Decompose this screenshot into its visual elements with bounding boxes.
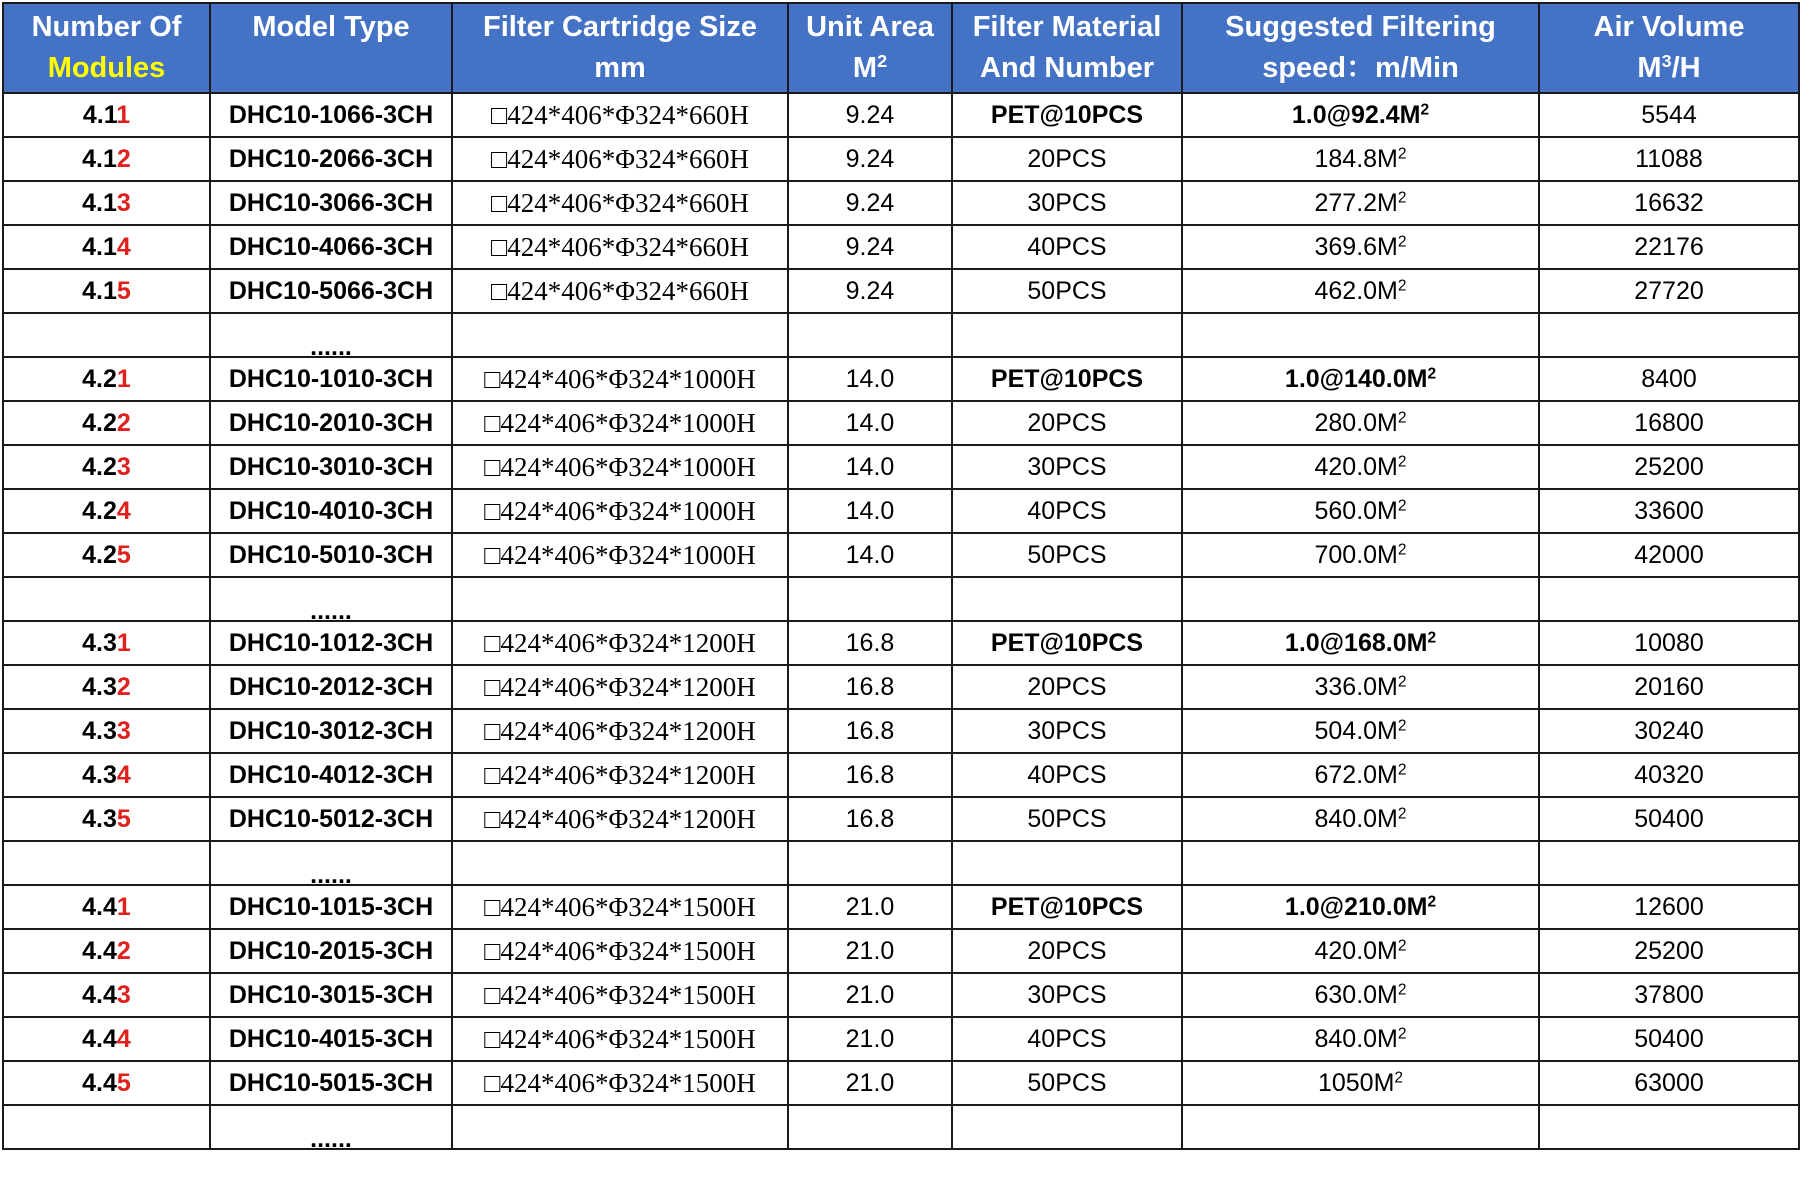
air-volume-cell: 11088 — [1539, 137, 1799, 181]
module-number-cell — [3, 1017, 210, 1061]
table-row — [3, 181, 1799, 225]
filtering-speed-value: 420.0M — [1314, 452, 1398, 481]
module-number-cell — [3, 885, 210, 929]
module-number-cell — [3, 137, 210, 181]
air-volume-cell: 50400 — [1539, 797, 1799, 841]
superscript: 2 — [1397, 144, 1407, 162]
unit-area-cell: 14.0 — [788, 357, 952, 401]
cartridge-size-cell: □424*406*Φ324*1000H — [452, 489, 788, 533]
filter-material-cell: PET@10PCS — [952, 93, 1182, 137]
module-number-digit: 3 — [116, 980, 131, 1009]
cartridge-size-cell: □424*406*Φ324*1500H — [452, 885, 788, 929]
superscript: 2 — [1397, 496, 1407, 514]
cartridge-size-cell: □424*406*Φ324*1200H — [452, 665, 788, 709]
filtering-speed-cell — [1182, 665, 1539, 709]
air-volume-cell: 10080 — [1539, 621, 1799, 665]
empty-cell — [788, 1105, 952, 1149]
cartridge-size-cell: □424*406*Φ324*1200H — [452, 797, 788, 841]
header-unit: speed：m/Min — [1262, 52, 1459, 84]
table-row — [3, 489, 1799, 533]
superscript: 2 — [1397, 1024, 1407, 1042]
filter-material-cell: 30PCS — [952, 181, 1182, 225]
module-number-digit: 3 — [116, 188, 131, 217]
filtering-speed-cell — [1182, 93, 1539, 137]
module-number-digit: 4 — [116, 232, 131, 261]
superscript: 2 — [1427, 364, 1437, 382]
filtering-speed-value: 700.0M — [1314, 540, 1398, 569]
model-type-cell: DHC10-5010-3CH — [210, 533, 452, 577]
unit-area-cell: 21.0 — [788, 885, 952, 929]
table-row — [3, 1061, 1799, 1105]
air-volume-cell: 12600 — [1539, 885, 1799, 929]
table-row — [3, 973, 1799, 1017]
filtering-speed-value: 672.0M — [1314, 760, 1398, 789]
module-number-prefix: 4.1 — [82, 144, 117, 173]
module-number-prefix: 4.2 — [82, 496, 117, 525]
air-volume-cell: 5544 — [1539, 93, 1799, 137]
superscript: 2 — [1427, 628, 1437, 646]
cartridge-size-cell: □424*406*Φ324*660H — [452, 269, 788, 313]
unit-area-cell: 16.8 — [788, 709, 952, 753]
filtering-speed-value: 840.0M — [1314, 804, 1398, 833]
superscript: 2 — [1394, 1068, 1404, 1086]
filtering-speed-cell — [1182, 973, 1539, 1017]
module-number-digit: 5 — [116, 1068, 131, 1097]
empty-cell — [952, 577, 1182, 621]
table-row — [3, 1017, 1799, 1061]
filtering-speed-cell — [1182, 1061, 1539, 1105]
module-number-prefix: 4.1 — [82, 276, 117, 305]
table-row-separator — [3, 313, 1799, 357]
model-type-cell: DHC10-4010-3CH — [210, 489, 452, 533]
filtering-speed-value: 369.6M — [1314, 232, 1398, 261]
module-number-cell — [3, 621, 210, 665]
unit-area-cell: 9.24 — [788, 181, 952, 225]
filtering-speed-cell — [1182, 885, 1539, 929]
continuation-ellipsis: ...... — [210, 313, 452, 357]
header-filter-cartridge-size — [452, 3, 788, 93]
air-volume-cell: 42000 — [1539, 533, 1799, 577]
cartridge-size-cell: □424*406*Φ324*1000H — [452, 445, 788, 489]
module-number-cell — [3, 181, 210, 225]
module-number-digit: 5 — [116, 276, 131, 305]
model-type-cell: DHC10-1012-3CH — [210, 621, 452, 665]
cartridge-size-cell: □424*406*Φ324*1500H — [452, 973, 788, 1017]
header-row — [3, 3, 1799, 93]
superscript: 2 — [1397, 276, 1407, 294]
module-number-cell — [3, 929, 210, 973]
filtering-speed-cell — [1182, 797, 1539, 841]
module-number-prefix: 4.1 — [82, 100, 117, 129]
filtering-speed-value: 1050M — [1317, 1068, 1395, 1097]
module-number-cell — [3, 665, 210, 709]
module-number-prefix: 4.4 — [82, 936, 117, 965]
empty-cell — [1539, 577, 1799, 621]
air-volume-cell: 33600 — [1539, 489, 1799, 533]
filter-material-cell: 50PCS — [952, 1061, 1182, 1105]
table-header — [3, 3, 1799, 93]
model-type-cell: DHC10-4012-3CH — [210, 753, 452, 797]
cartridge-size-cell: □424*406*Φ324*660H — [452, 181, 788, 225]
header-text-highlight: Modules — [47, 52, 166, 84]
filtering-speed-value: 277.2M — [1314, 188, 1398, 217]
module-number-cell — [3, 1061, 210, 1105]
empty-cell — [788, 577, 952, 621]
empty-cell — [452, 577, 788, 621]
unit-area-cell: 21.0 — [788, 1017, 952, 1061]
module-number-prefix: 4.1 — [82, 232, 117, 261]
air-volume-cell: 16632 — [1539, 181, 1799, 225]
module-number-prefix: 4.4 — [82, 1024, 117, 1053]
header-text: Number Of — [31, 11, 182, 43]
filtering-speed-value: 184.8M — [1314, 144, 1398, 173]
empty-cell — [1182, 577, 1539, 621]
module-number-digit: 4 — [116, 760, 131, 789]
module-number-prefix: 4.4 — [82, 892, 117, 921]
superscript: 2 — [1397, 804, 1407, 822]
module-number-cell — [3, 93, 210, 137]
table-row — [3, 269, 1799, 313]
model-type-cell: DHC10-5015-3CH — [210, 1061, 452, 1105]
unit-area-cell: 21.0 — [788, 929, 952, 973]
superscript: 2 — [1397, 408, 1407, 426]
module-number-cell — [3, 753, 210, 797]
filtering-speed-value: 1.0@140.0M — [1284, 364, 1428, 393]
unit-area-cell: 9.24 — [788, 137, 952, 181]
unit-area-cell: 14.0 — [788, 489, 952, 533]
filtering-speed-value: 630.0M — [1314, 980, 1398, 1009]
model-type-cell: DHC10-3012-3CH — [210, 709, 452, 753]
filter-material-cell: 50PCS — [952, 533, 1182, 577]
superscript: 2 — [877, 51, 888, 72]
module-number-prefix: 4.1 — [82, 188, 117, 217]
filtering-speed-cell — [1182, 753, 1539, 797]
filter-material-cell: 20PCS — [952, 401, 1182, 445]
table-row — [3, 885, 1799, 929]
filter-material-cell: 30PCS — [952, 709, 1182, 753]
table-row — [3, 225, 1799, 269]
filtering-speed-value: 280.0M — [1314, 408, 1398, 437]
filter-material-cell: 40PCS — [952, 753, 1182, 797]
module-number-digit: 1 — [116, 100, 131, 129]
filter-material-cell: 20PCS — [952, 929, 1182, 973]
superscript: 2 — [1397, 452, 1407, 470]
filter-material-cell: 30PCS — [952, 445, 1182, 489]
module-number-digit: 2 — [116, 408, 131, 437]
module-number-digit: 1 — [116, 364, 131, 393]
model-type-cell: DHC10-3066-3CH — [210, 181, 452, 225]
unit-area-cell: 16.8 — [788, 621, 952, 665]
filtering-speed-value: 560.0M — [1314, 496, 1398, 525]
empty-cell — [3, 841, 210, 885]
superscript: 2 — [1397, 716, 1407, 734]
filtering-speed-value: 462.0M — [1314, 276, 1398, 305]
module-number-digit: 2 — [116, 936, 131, 965]
filter-material-cell: 20PCS — [952, 137, 1182, 181]
header-air-volume — [1539, 3, 1799, 93]
filtering-speed-value: 504.0M — [1314, 716, 1398, 745]
header-filter-material — [952, 3, 1182, 93]
model-type-cell: DHC10-1010-3CH — [210, 357, 452, 401]
empty-cell — [1539, 841, 1799, 885]
filtering-speed-cell — [1182, 489, 1539, 533]
empty-cell — [952, 841, 1182, 885]
cartridge-size-cell: □424*406*Φ324*1000H — [452, 401, 788, 445]
unit-area-cell: 9.24 — [788, 225, 952, 269]
superscript: 2 — [1397, 232, 1407, 250]
module-number-digit: 1 — [116, 892, 131, 921]
filter-material-cell: 20PCS — [952, 665, 1182, 709]
module-number-prefix: 4.4 — [82, 980, 117, 1009]
filtering-speed-value: 840.0M — [1314, 1024, 1398, 1053]
module-number-digit: 4 — [116, 1024, 131, 1053]
filtering-speed-cell — [1182, 445, 1539, 489]
header-unit: mm — [594, 52, 646, 84]
header-unit: /H — [1671, 52, 1701, 84]
table-row-separator — [3, 1105, 1799, 1149]
filtering-speed-cell — [1182, 357, 1539, 401]
unit-area-cell: 16.8 — [788, 665, 952, 709]
module-number-prefix: 4.3 — [82, 672, 117, 701]
filtering-speed-value: 1.0@168.0M — [1284, 628, 1428, 657]
filtering-speed-cell — [1182, 225, 1539, 269]
continuation-ellipsis: ...... — [210, 1105, 452, 1149]
superscript: 3 — [1661, 51, 1672, 72]
model-type-cell: DHC10-2012-3CH — [210, 665, 452, 709]
cartridge-size-cell: □424*406*Φ324*660H — [452, 93, 788, 137]
cartridge-size-cell: □424*406*Φ324*1200H — [452, 753, 788, 797]
header-unit: M — [1637, 52, 1662, 84]
module-number-digit: 4 — [116, 496, 131, 525]
air-volume-cell: 25200 — [1539, 445, 1799, 489]
unit-area-cell: 14.0 — [788, 401, 952, 445]
filter-material-cell: PET@10PCS — [952, 357, 1182, 401]
table-row — [3, 665, 1799, 709]
model-type-cell: DHC10-4015-3CH — [210, 1017, 452, 1061]
table-row-separator — [3, 841, 1799, 885]
filter-material-cell: PET@10PCS — [952, 621, 1182, 665]
module-number-digit: 3 — [116, 452, 131, 481]
cartridge-size-cell: □424*406*Φ324*660H — [452, 225, 788, 269]
module-number-digit: 2 — [116, 672, 131, 701]
air-volume-cell: 40320 — [1539, 753, 1799, 797]
empty-cell — [1539, 313, 1799, 357]
module-number-prefix: 4.2 — [82, 408, 117, 437]
cartridge-size-cell: □424*406*Φ324*1000H — [452, 533, 788, 577]
cartridge-size-cell: □424*406*Φ324*1500H — [452, 1017, 788, 1061]
superscript: 2 — [1420, 100, 1430, 118]
module-number-prefix: 4.3 — [82, 760, 117, 789]
model-type-cell: DHC10-1066-3CH — [210, 93, 452, 137]
air-volume-cell: 25200 — [1539, 929, 1799, 973]
unit-area-cell: 9.24 — [788, 93, 952, 137]
model-type-cell: DHC10-2066-3CH — [210, 137, 452, 181]
module-number-cell — [3, 533, 210, 577]
table-row — [3, 401, 1799, 445]
filtering-speed-cell — [1182, 621, 1539, 665]
filtering-speed-cell — [1182, 1017, 1539, 1061]
filter-material-cell: PET@10PCS — [952, 885, 1182, 929]
table-row — [3, 93, 1799, 137]
empty-cell — [1182, 841, 1539, 885]
module-number-digit: 2 — [116, 144, 131, 173]
header-unit: M — [852, 52, 878, 84]
model-type-cell: DHC10-2015-3CH — [210, 929, 452, 973]
header-suggested-filtering-speed — [1182, 3, 1539, 93]
model-type-cell: DHC10-2010-3CH — [210, 401, 452, 445]
module-number-cell — [3, 401, 210, 445]
model-type-cell: DHC10-5066-3CH — [210, 269, 452, 313]
superscript: 2 — [1397, 760, 1407, 778]
table-row — [3, 929, 1799, 973]
air-volume-cell: 27720 — [1539, 269, 1799, 313]
filtering-speed-cell — [1182, 929, 1539, 973]
cartridge-size-cell: □424*406*Φ324*1200H — [452, 709, 788, 753]
air-volume-cell: 20160 — [1539, 665, 1799, 709]
cartridge-size-cell: □424*406*Φ324*1500H — [452, 1061, 788, 1105]
air-volume-cell: 16800 — [1539, 401, 1799, 445]
superscript: 2 — [1427, 892, 1437, 910]
cartridge-size-cell: □424*406*Φ324*1000H — [452, 357, 788, 401]
module-number-cell — [3, 445, 210, 489]
unit-area-cell: 14.0 — [788, 533, 952, 577]
empty-cell — [452, 841, 788, 885]
module-number-prefix: 4.4 — [82, 1068, 117, 1097]
table-row — [3, 533, 1799, 577]
table-row — [3, 137, 1799, 181]
table-row-separator — [3, 577, 1799, 621]
empty-cell — [452, 313, 788, 357]
unit-area-cell: 21.0 — [788, 973, 952, 1017]
module-number-cell — [3, 797, 210, 841]
air-volume-cell: 22176 — [1539, 225, 1799, 269]
filter-material-cell: 40PCS — [952, 489, 1182, 533]
module-number-cell — [3, 489, 210, 533]
model-type-cell: DHC10-3010-3CH — [210, 445, 452, 489]
module-number-digit: 1 — [116, 628, 131, 657]
filtering-speed-cell — [1182, 401, 1539, 445]
table-row — [3, 797, 1799, 841]
header-text: Filter Material — [972, 11, 1162, 43]
module-number-cell — [3, 973, 210, 1017]
module-number-prefix: 4.2 — [82, 540, 117, 569]
filtering-speed-cell — [1182, 533, 1539, 577]
continuation-ellipsis: ...... — [210, 577, 452, 621]
empty-cell — [952, 1105, 1182, 1149]
air-volume-cell: 37800 — [1539, 973, 1799, 1017]
module-number-prefix: 4.2 — [82, 364, 117, 393]
unit-area-cell: 16.8 — [788, 797, 952, 841]
model-type-cell: DHC10-3015-3CH — [210, 973, 452, 1017]
filter-material-cell: 50PCS — [952, 797, 1182, 841]
air-volume-cell: 63000 — [1539, 1061, 1799, 1105]
header-text: Unit Area — [806, 11, 934, 43]
empty-cell — [1539, 1105, 1799, 1149]
module-number-digit: 5 — [116, 540, 131, 569]
module-number-prefix: 4.3 — [82, 628, 117, 657]
filtering-speed-cell — [1182, 709, 1539, 753]
air-volume-cell: 30240 — [1539, 709, 1799, 753]
superscript: 2 — [1397, 188, 1407, 206]
module-number-digit: 5 — [116, 804, 131, 833]
model-type-cell: DHC10-4066-3CH — [210, 225, 452, 269]
module-number-prefix: 4.3 — [82, 716, 117, 745]
header-model-type — [210, 3, 452, 93]
air-volume-cell: 8400 — [1539, 357, 1799, 401]
table-row — [3, 357, 1799, 401]
table-row — [3, 445, 1799, 489]
filter-material-cell: 30PCS — [952, 973, 1182, 1017]
empty-cell — [3, 577, 210, 621]
filtering-speed-value: 336.0M — [1314, 672, 1398, 701]
filter-material-cell: 50PCS — [952, 269, 1182, 313]
module-number-digit: 3 — [116, 716, 131, 745]
filtering-speed-cell — [1182, 137, 1539, 181]
continuation-ellipsis: ...... — [210, 841, 452, 885]
module-number-cell — [3, 225, 210, 269]
unit-area-cell: 14.0 — [788, 445, 952, 489]
table-row — [3, 621, 1799, 665]
empty-cell — [1182, 313, 1539, 357]
unit-area-cell: 16.8 — [788, 753, 952, 797]
module-number-cell — [3, 357, 210, 401]
header-text: And Number — [980, 52, 1154, 84]
cartridge-size-cell: □424*406*Φ324*1200H — [452, 621, 788, 665]
empty-cell — [1182, 1105, 1539, 1149]
filter-material-cell: 40PCS — [952, 225, 1182, 269]
superscript: 2 — [1397, 672, 1407, 690]
cartridge-size-cell: □424*406*Φ324*1500H — [452, 929, 788, 973]
header-text: Suggested Filtering — [1225, 11, 1496, 43]
empty-cell — [952, 313, 1182, 357]
filtering-speed-cell — [1182, 181, 1539, 225]
header-unit-area — [788, 3, 952, 93]
table-row — [3, 753, 1799, 797]
header-text: Air Volume — [1593, 11, 1745, 43]
module-number-cell — [3, 709, 210, 753]
empty-cell — [452, 1105, 788, 1149]
module-number-prefix: 4.3 — [82, 804, 117, 833]
module-number-cell — [3, 269, 210, 313]
table-body — [3, 93, 1799, 1149]
superscript: 2 — [1397, 936, 1407, 954]
empty-cell — [3, 313, 210, 357]
air-volume-cell: 50400 — [1539, 1017, 1799, 1061]
unit-area-cell: 21.0 — [788, 1061, 952, 1105]
filtering-speed-cell — [1182, 269, 1539, 313]
table-row — [3, 709, 1799, 753]
specification-table — [2, 2, 1800, 1150]
model-type-cell: DHC10-1015-3CH — [210, 885, 452, 929]
module-number-prefix: 4.2 — [82, 452, 117, 481]
filtering-speed-value: 420.0M — [1314, 936, 1398, 965]
header-text: Filter Cartridge Size — [483, 11, 757, 43]
filter-material-cell: 40PCS — [952, 1017, 1182, 1061]
empty-cell — [3, 1105, 210, 1149]
header-number-of-modules — [3, 3, 210, 93]
empty-cell — [788, 841, 952, 885]
superscript: 2 — [1397, 980, 1407, 998]
header-text: Model Type — [252, 11, 410, 43]
empty-cell — [788, 313, 952, 357]
model-type-cell: DHC10-5012-3CH — [210, 797, 452, 841]
filtering-speed-value: 1.0@210.0M — [1284, 892, 1428, 921]
filtering-speed-value: 1.0@92.4M — [1291, 100, 1421, 129]
superscript: 2 — [1397, 540, 1407, 558]
unit-area-cell: 9.24 — [788, 269, 952, 313]
cartridge-size-cell: □424*406*Φ324*660H — [452, 137, 788, 181]
